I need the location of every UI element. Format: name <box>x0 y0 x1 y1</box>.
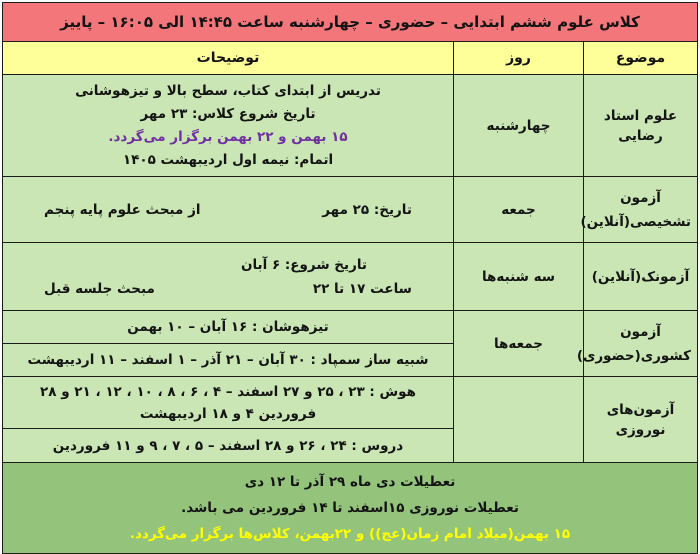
topic-line: تشخیصی(آنلاین) <box>580 213 691 230</box>
footer-notes <box>3 463 698 554</box>
table-row <box>3 177 698 243</box>
row-topic <box>576 311 698 377</box>
row-topic: آزمونک(آنلاین) <box>584 243 698 311</box>
table-title: کلاس علوم ششم ابتدایی – حضوری – چهارشنبه ساعت ۱۴:۴۵ الی ۱۶:۰۵ – پاییز <box>3 3 698 42</box>
table-row <box>3 377 698 429</box>
row-topic <box>580 177 698 243</box>
row-desc <box>3 75 454 177</box>
desc-line-highlight: ۱۵ بهمن و ۲۲ بهمن برگزار می‌گردد. <box>108 128 348 145</box>
desc-line: تاریخ شروع کلاس: ۲۳ مهر <box>140 105 316 122</box>
row-desc <box>3 177 454 243</box>
table-row <box>3 243 698 311</box>
row-desc: دروس : ۲۴ ، ۲۶ و ۲۸ اسفند – ۵ ، ۷ ، ۹ و ۱۱ فروردین <box>3 429 454 463</box>
desc-line: اتمام: نیمه اول اردیبهشت ۱۴۰۵ <box>122 151 334 168</box>
topic-line: آزمون <box>620 323 661 340</box>
desc-line: تاریخ شروع: ۶ آبان <box>240 256 367 273</box>
row-day: سه شنبه‌ها <box>454 243 584 311</box>
table-row <box>3 311 698 344</box>
row-topic: آزمون‌های نوروزی <box>584 377 698 463</box>
footer-line: تعطیلات دی ماه ۲۹ آذر تا ۱۲ دی <box>244 474 456 490</box>
header-day: روز <box>454 42 584 75</box>
desc-date: تاریخ: ۲۵ مهر <box>322 201 412 218</box>
header-topic: موضوع <box>584 42 698 75</box>
row-day <box>454 377 584 463</box>
header-row <box>3 42 698 75</box>
row-day: جمعه‌ها <box>454 311 584 377</box>
footer-row <box>3 463 698 554</box>
row-day: چهارشنبه <box>454 75 584 177</box>
table-row <box>3 75 698 177</box>
footer-line-highlight: ۱۵ بهمن(میلاد امام زمان(عج)) و ۲۲بهمن، کلاس‌ها برگزار می‌گردد. <box>129 526 571 542</box>
desc-split <box>44 277 412 301</box>
desc-topic: از مبحث علوم پایه پنجم <box>44 201 201 218</box>
desc-line: تدریس از ابتدای کتاب، سطح بالا و تیزهوشانی <box>75 82 381 99</box>
topic-line: کشوری(حضوری) <box>576 347 691 364</box>
row-desc: شبیه ساز سمپاد : ۳۰ آبان – ۲۱ آذر – ۱ اسفند – ۱۱ اردیبهشت <box>3 344 454 377</box>
title-row <box>3 3 698 42</box>
row-desc: هوش : ۲۳ ، ۲۵ و ۲۷ اسفند – ۴ ، ۶ ، ۸ ، ۱۰ ، ۱۲ ، ۲۱ و ۲۸ فروردین ۴ و ۱۸ اردیبهشت <box>3 377 454 429</box>
row-desc: تیزهوشان : ۱۶ آبان – ۱۰ بهمن <box>3 311 454 344</box>
desc-time: ساعت ۱۷ تا ۲۲ <box>312 280 412 297</box>
row-desc <box>3 243 454 311</box>
desc-topic: مبحث جلسه قبل <box>44 280 155 297</box>
desc-split <box>44 200 412 220</box>
footer-line: تعطیلات نوروزی ۱۵اسفند تا ۱۴ فروردین می باشد. <box>181 500 519 516</box>
row-topic: علوم استاد رضایی <box>584 75 698 177</box>
header-desc: توضیحات <box>3 42 454 75</box>
topic-line: آزمون <box>620 189 661 206</box>
row-day: جمعه <box>454 177 584 243</box>
schedule-table <box>2 2 698 554</box>
